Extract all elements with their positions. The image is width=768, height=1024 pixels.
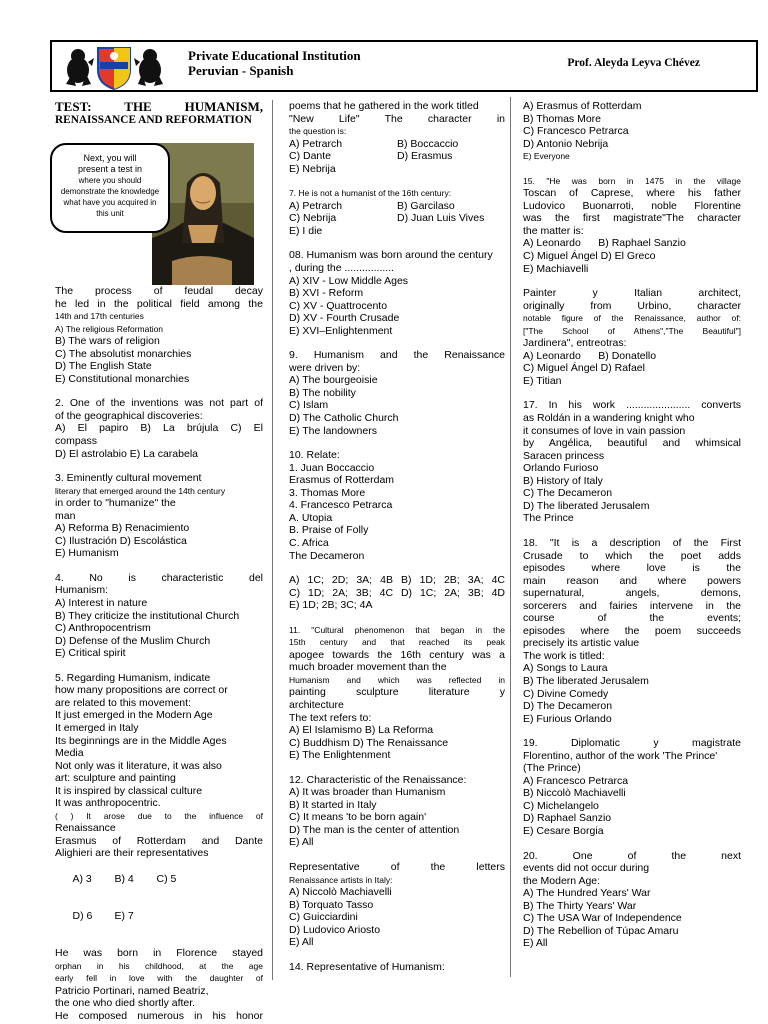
- answer-option: B) The nobility: [289, 386, 356, 399]
- question-text: events did not occur during: [523, 862, 650, 875]
- question-text: apogee towards the 16th century was a: [289, 648, 505, 661]
- question-text: sorcerers and fairies intervene in the: [523, 599, 741, 612]
- answer-option: C) XV - Quattrocento: [289, 299, 388, 312]
- answer-option: B) Thomas More: [523, 112, 601, 125]
- question-text: 20. One of the next: [523, 849, 741, 862]
- answer-option: E) All: [289, 936, 314, 949]
- answer-option: A) XIV - Low Middle Ages: [289, 274, 409, 287]
- answer-option: A) Petrarch: [289, 199, 343, 212]
- answer-option: B) Garcilaso: [397, 199, 455, 212]
- question-text: 4. No is characteristic del: [55, 571, 263, 584]
- question-7: [289, 187, 505, 237]
- question-text: as Roldán in a wandering knight who: [523, 412, 695, 425]
- question-text: 3. Eminently cultural movement: [55, 472, 202, 485]
- proposition: It emerged in Italy: [55, 721, 139, 734]
- match-item: C. Africa: [289, 536, 329, 549]
- question-text: notable figure of the Renaissance, author of:: [523, 313, 741, 324]
- proposition: art: sculpture and painting: [55, 772, 176, 785]
- answer-option: A) 3: [72, 872, 92, 885]
- answer-option: D) Erasmus: [397, 150, 453, 163]
- answer-option: A) Francesco Petrarca: [523, 774, 629, 787]
- answer-option: C) Nebrija: [289, 212, 337, 225]
- question-text: episodes where love is the: [523, 562, 741, 575]
- answer-option: E) I die: [289, 224, 323, 237]
- question-text: architecture: [289, 698, 344, 711]
- question-text: 11. "Cultural phenomenon that began in the: [289, 624, 505, 635]
- question-text: (The Prince): [523, 762, 581, 775]
- answer-option: D) The man is the center of attention: [289, 823, 460, 836]
- page-header: [50, 40, 758, 92]
- answer-option: C) The USA War of Independence: [523, 912, 682, 925]
- answer-option: C) The absolutist monarchies: [55, 347, 192, 360]
- answer-option: E) 7: [114, 910, 134, 923]
- question-text: poems that he gathered in the work titled: [289, 100, 479, 112]
- question-text: supernatural, angels, demons,: [523, 587, 741, 600]
- question-text: it consumes of love in vain passion: [523, 424, 686, 437]
- question-text: by Angélica, beautiful and whimsical: [523, 437, 741, 450]
- answer-option: C) Divine Comedy: [523, 687, 609, 700]
- answer-option: A) It was broader than Humanism: [289, 786, 446, 799]
- professor-name: Prof. Aleyda Leyva Chévez: [567, 57, 700, 69]
- answer-option: C) Miguel Ángel D) Rafael: [523, 362, 645, 375]
- question-19: [523, 737, 741, 837]
- proposition: Renaissance: [55, 822, 116, 835]
- answer-option: E) 1D; 2B; 3C; 4A: [289, 599, 373, 612]
- proposition: Not only was it literature, it was also: [55, 759, 222, 772]
- question-text: Crusade to which the poet adds: [523, 549, 741, 562]
- answer-option: C) Miguel Ángel D) El Greco: [523, 250, 656, 263]
- column-3: [523, 100, 741, 950]
- match-item: The Decameron: [289, 549, 365, 562]
- question-1: [55, 285, 263, 385]
- answer-option: A) Reforma B) Renacimiento: [55, 522, 190, 535]
- question-text: painting sculpture literature y: [289, 686, 505, 699]
- proposition: Erasmus of Rotterdam and Dante: [55, 834, 263, 847]
- answer-option: B) They criticize the institutional Church: [55, 609, 240, 622]
- question-text: He was born in Florence stayed: [55, 947, 263, 960]
- question-text: precisely its artistic value: [523, 637, 640, 650]
- match-item: 4. Francesco Petrarca: [289, 499, 393, 512]
- answer-option: B) The wars of religion: [55, 335, 160, 348]
- answer-option: A) Erasmus of Rotterdam: [523, 100, 642, 112]
- question-11: [289, 624, 505, 762]
- answer-option: C) Dante: [289, 150, 332, 163]
- answer-options-row: [289, 150, 505, 163]
- answer-option: A) El Islamismo B) La Reforma: [289, 724, 434, 737]
- answer-option: D) The liberated Jerusalem: [523, 499, 650, 512]
- answer-option: C) It means 'to be born again': [289, 811, 427, 824]
- question-text: main reason and where powers: [523, 574, 741, 587]
- question-text: The text refers to:: [289, 711, 372, 724]
- question-text: literary that emerged around the 14th century: [55, 485, 226, 496]
- question-text: 12. Characteristic of the Renaissance:: [289, 773, 467, 786]
- answer-option: B) It started in Italy: [289, 798, 377, 811]
- answer-option: E) Humanism: [55, 547, 119, 560]
- answer-option: D) El astrolabio E) La carabela: [55, 447, 198, 460]
- school-crest-logo: [58, 44, 170, 90]
- question-text: the matter is:: [523, 224, 584, 237]
- answer-option: B) 4: [114, 872, 134, 885]
- question-text: the Modern Age:: [523, 874, 601, 887]
- answer-option: B) Torquato Tasso: [289, 898, 374, 911]
- proposition: It is inspired by classical culture: [55, 784, 203, 797]
- answer-option: B) The liberated Jerusalem: [523, 674, 649, 687]
- institution-name: [188, 48, 361, 78]
- answer-option: D) Antonio Nebrija: [523, 137, 609, 150]
- answer-option: E) Constitutional monarchies: [55, 372, 190, 385]
- question-text: Ludovico Buonarroti, noble Florentine: [523, 199, 741, 212]
- proposition: Alighieri are their representatives: [55, 847, 209, 860]
- question-6: [55, 947, 263, 1022]
- question-text: course of the events;: [523, 612, 741, 625]
- question-2: [55, 397, 263, 460]
- answer-option: E) All: [523, 937, 548, 950]
- question-4: [55, 572, 263, 660]
- question-text: The process of feudal decay: [55, 285, 263, 297]
- question-18: [523, 537, 741, 725]
- speech-bubble: [50, 143, 170, 233]
- answer-option: C) Guicciardini: [289, 911, 358, 924]
- question-14-options: [523, 100, 741, 163]
- question-6-continued: [289, 100, 505, 175]
- question-text: was the first magistrate"The character: [523, 212, 741, 225]
- answer-option: B) XVI - Reform: [289, 287, 364, 300]
- answer-option: E) Nebrija: [289, 162, 336, 175]
- question-text: Patricio Portinari, named Beatriz,: [55, 984, 209, 997]
- answer-option: C) Islam: [289, 399, 329, 412]
- question-text: 08. Humanism was born around the century: [289, 249, 493, 262]
- answer-option: A) The bourgeoisie: [289, 374, 378, 387]
- answer-option: E) Everyone: [523, 151, 570, 162]
- question-text: 2. One of the inventions was not part of: [55, 397, 263, 410]
- column-1: [55, 100, 263, 1023]
- answer-option: C) Buddhism D) The Renaissance: [289, 736, 449, 749]
- answer-option: D) The Catholic Church: [289, 412, 399, 425]
- question-text: Toscan of Caprese, where his father: [523, 187, 741, 200]
- proposition: It was anthropocentric.: [55, 797, 161, 810]
- answer-option: B) Niccolò Machiavelli: [523, 787, 626, 800]
- proposition: Its beginnings are in the Middle Ages: [55, 734, 227, 747]
- question-text: 17. In his work ...................... converts: [523, 399, 741, 412]
- question-15: [523, 175, 741, 275]
- answer-option: E) All: [289, 836, 314, 849]
- question-17: [523, 399, 741, 524]
- question-text: "New Life" The character in: [289, 112, 505, 125]
- answer-option: D) The English State: [55, 360, 152, 373]
- proposition: Media: [55, 747, 84, 760]
- question-text: 15. "He was born in 1475 in the village: [523, 175, 741, 186]
- bubble-line: this unit: [96, 209, 124, 218]
- question-text: Florentino, author of the work 'The Prince': [523, 749, 718, 762]
- question-text: Painter y Italian architect,: [523, 287, 741, 300]
- question-9: [289, 349, 505, 437]
- answer-option: C) Anthropocentrism: [55, 622, 151, 635]
- match-item: A. Utopia: [289, 511, 333, 524]
- question-text: how many propositions are correct or: [55, 684, 228, 697]
- answer-option: D) Ludovico Ariosto: [289, 923, 381, 936]
- answer-option: E) Cesare Borgia: [523, 824, 604, 837]
- answer-option: The Prince: [523, 512, 574, 525]
- question-text: in order to "humanize" the: [55, 497, 176, 510]
- answer-option: C) 1D; 2A; 3B; 4C D) 1C; 2A; 3B; 4D: [289, 586, 505, 599]
- column-divider-2: [510, 97, 511, 977]
- bubble-line: present a test in: [77, 164, 143, 174]
- institution-line1: Private Educational Institution: [188, 48, 361, 63]
- question-text: early fell in love with the daughter of: [55, 973, 263, 984]
- question-text: Renaissance artists in Italy:: [289, 874, 393, 885]
- answer-option: D) The Rebellion of Túpac Amaru: [523, 924, 679, 937]
- answer-option: A) Leonardo B) Raphael Sanzio: [523, 237, 686, 250]
- institution-line2: Peruvian - Spanish: [188, 63, 294, 78]
- answer-option: E) Machiavelli: [523, 262, 589, 275]
- proposition: It just emerged in the Modern Age: [55, 709, 213, 722]
- answer-option: A) The religious Reformation: [55, 323, 164, 334]
- question-text: originally from Urbino, character: [523, 299, 741, 312]
- answer-option: A) Petrarch: [289, 137, 343, 150]
- answer-option: B) History of Italy: [523, 474, 603, 487]
- question-text: 14th and 17th centuries: [55, 311, 144, 322]
- answer-option: E) Critical spirit: [55, 647, 126, 660]
- answer-option: compass: [55, 435, 98, 448]
- bubble-line: what have you acquired in: [63, 198, 157, 207]
- answer-option: E) Furious Orlando: [523, 712, 612, 725]
- answer-option: D) Defense of the Muslim Church: [55, 634, 211, 647]
- question-8: [289, 249, 505, 337]
- answer-option: D) The Decameron: [523, 700, 613, 713]
- answer-option: A) Songs to Laura: [523, 662, 608, 675]
- test-subtitle: RENAISSANCE AND REFORMATION: [55, 114, 252, 126]
- question-text: of the geographical discoveries:: [55, 409, 203, 422]
- question-14: [289, 961, 505, 974]
- answer-options-row: [289, 138, 505, 151]
- question-text: ["The School of Athens","The Beautiful"]: [523, 325, 741, 336]
- answer-option: C) The Decameron: [523, 487, 613, 500]
- question-text: 7. He is not a humanist of the 16th century:: [289, 188, 452, 199]
- question-text: 15th century and that reached its peak: [289, 637, 505, 648]
- question-text: are related to this movement:: [55, 696, 191, 709]
- answer-option: D) 6: [72, 910, 93, 923]
- question-text: much broader movement than the: [289, 661, 447, 674]
- answer-options-row: [55, 898, 263, 936]
- answer-option: E) Titian: [523, 374, 562, 387]
- match-item: 1. Juan Boccaccio: [289, 461, 375, 474]
- column-divider-1: [272, 100, 273, 980]
- answer-option: C) Ilustración D) Escolástica: [55, 534, 187, 547]
- question-text: Humanism and which was reflected in: [289, 674, 505, 685]
- answer-option: B) Boccaccio: [397, 137, 459, 150]
- column-2: [289, 100, 505, 973]
- answer-options-row: [289, 212, 505, 225]
- answer-options-row: [55, 860, 263, 898]
- answer-option: D) Raphael Sanzio: [523, 812, 612, 825]
- question-text: the question is:: [289, 126, 347, 137]
- match-item: B. Praise of Folly: [289, 524, 369, 537]
- question-text: 19. Diplomatic y magistrate: [523, 737, 741, 750]
- proposition: ( ) It arose due to the influence of: [55, 810, 263, 821]
- question-20: [523, 850, 741, 950]
- question-text: 10. Relate:: [289, 449, 340, 462]
- question-text: Saracen princess: [523, 449, 605, 462]
- question-text: episodes where the poem succeeds: [523, 624, 741, 637]
- question-text: Jardinera", entreotras:: [523, 337, 627, 350]
- question-text: 18. "It is a description of the First: [523, 536, 741, 549]
- bubble-line: where you should: [78, 176, 142, 185]
- test-title: TEST: THE HUMANISM,: [55, 99, 263, 114]
- question-text: He composed numerous in his honor: [55, 1009, 263, 1022]
- question-text: orphan in his childhood, at the age: [55, 960, 263, 971]
- answer-option: A) El papiro B) La brújula C) El: [55, 422, 263, 435]
- answer-option: E) The Enlightenment: [289, 749, 391, 762]
- answer-option: C) 5: [156, 872, 177, 885]
- question-12: [289, 774, 505, 849]
- question-text: The work is titled:: [523, 649, 605, 662]
- answer-option: A) Interest in nature: [55, 597, 148, 610]
- answer-option: A) The Hundred Years' War: [523, 887, 651, 900]
- match-item: 3. Thomas More: [289, 486, 366, 499]
- answer-option: A) Leonardo B) Donatello: [523, 349, 657, 362]
- question-text: were driven by:: [289, 361, 361, 374]
- answer-option: C) Francesco Petrarca: [523, 125, 629, 138]
- question-16: [523, 287, 741, 387]
- answer-option: D) XV - Fourth Crusade: [289, 312, 400, 325]
- answer-options-row: [289, 200, 505, 213]
- question-text: he led in the political field among the: [55, 297, 263, 310]
- question-text: the one who died shortly after.: [55, 997, 196, 1010]
- question-3: [55, 472, 263, 560]
- answer-option: B) The Thirty Years' War: [523, 899, 637, 912]
- question-10: [289, 449, 505, 612]
- answer-option: Orlando Furioso: [523, 462, 599, 475]
- bubble-line: Next, you will: [83, 153, 137, 163]
- question-text: man: [55, 509, 76, 522]
- answer-option: D) Juan Luis Vives: [397, 212, 485, 225]
- question-text: 5. Regarding Humanism, indicate: [55, 671, 211, 684]
- question-text: 9. Humanism and the Renaissance: [289, 349, 505, 362]
- bubble-line: demonstrate the knowledge: [60, 187, 160, 196]
- question-5: [55, 672, 263, 935]
- answer-option: E) The landowners: [289, 424, 377, 437]
- question-text: 14. Representative of Humanism:: [289, 960, 445, 973]
- question-text: , during the .................: [289, 262, 395, 275]
- answer-option: E) XVI–Enlightenment: [289, 324, 393, 337]
- match-item: Erasmus of Rotterdam: [289, 474, 395, 487]
- question-text: Representative of the letters: [289, 860, 505, 873]
- question-text: Humanism:: [55, 584, 109, 597]
- answer-option: C) Michelangelo: [523, 799, 599, 812]
- question-13: [289, 861, 505, 949]
- answer-option: A) Niccolò Machiavelli: [289, 886, 392, 899]
- answer-option: A) 1C; 2D; 3A; 4B B) 1D; 2B; 3A; 4C: [289, 574, 505, 587]
